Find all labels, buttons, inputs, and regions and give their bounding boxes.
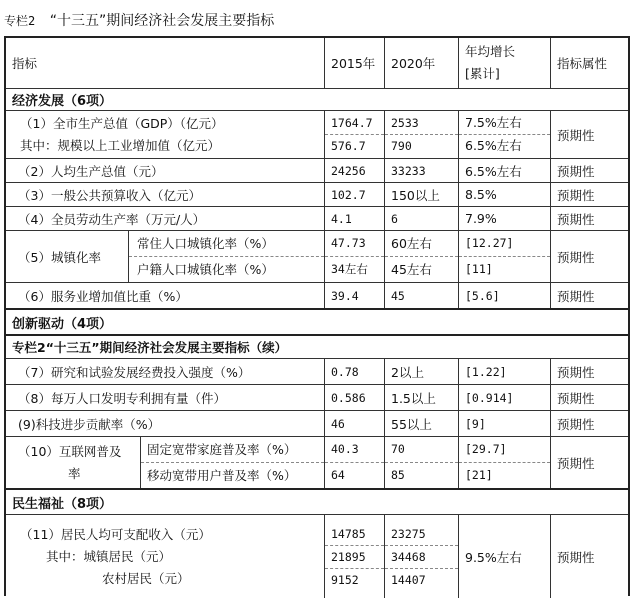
cell-v2020b: 34468 [385,546,458,569]
cell-v2020: 45 [384,283,458,308]
section-row [6,88,628,110]
cell-v2015: 102.7 [324,183,384,206]
cell-v2015a: 40.3 [325,437,384,463]
cell-v2020b: 45左右 [391,262,432,277]
cell-g: 9.5%左右 [458,515,550,598]
table-row [6,384,628,410]
table-cell [458,231,550,282]
section-row [6,334,628,358]
cell-label2: 率 [68,465,81,481]
cell-attr: 预期性 [550,359,630,384]
cell-v2020a: 70 [385,437,458,463]
table-cell [458,111,550,158]
cell-v2020: 33233 [384,159,458,182]
cell-v2015b: 21895 [325,546,384,569]
cell-label1: （11）居民人均可支配收入（元） [20,526,211,542]
cell-v2015: 24256 [324,159,384,182]
table-cell [140,437,324,488]
section-economy: 经济发展（6项） [12,94,113,109]
table-cell [384,437,458,488]
cell-label2: 其中：规模以上工业增加值（亿元） [20,137,221,153]
cell-v2020b: 790 [391,139,412,153]
cell-gb: [11] [465,262,493,276]
cell-label1: （10）互联网普及 [18,443,122,459]
cell-attr: 预期性 [550,411,630,436]
cell-label3: 农村居民（元） [102,570,190,586]
cell-g: 7.9% [458,207,550,230]
cell-sub1: 常住人口城镇化率（%） [129,231,324,257]
cell-ga: [29.7] [459,437,550,463]
cell-ga: [12.27] [459,231,550,257]
cell-g: [5.6] [458,283,550,308]
cell-sub2: 户籍人口城镇化率（%） [137,262,274,277]
cell-attr: 预期性 [550,283,630,308]
cell-attr: 预期性 [550,183,630,206]
table-header [6,38,628,88]
header-2015: 2015年 [324,38,384,88]
section-continued: 专栏2“十三五”期间经济社会发展主要指标（续） [12,340,288,355]
cell-gb: [21] [465,468,493,482]
cell-attr: 预期性 [550,207,630,230]
header-2020: 2020年 [384,38,458,88]
cell-v2015: 39.4 [324,283,384,308]
cell-v2015: 0.586 [324,385,384,410]
cell-v2015a: 47.73 [325,231,384,257]
table-row [6,436,628,488]
cell-sub1: 固定宽带家庭普及率（%） [141,437,324,463]
cell-ga: 7.5%左右 [459,112,550,135]
cell-v2015a: 1764.7 [325,112,384,135]
cell-label: （4）全员劳动生产率（万元/人） [18,211,206,227]
cell-v2015a: 14785 [325,523,384,546]
table-cell [384,111,458,158]
title-text: “十三五”期间经济社会发展主要指标 [49,13,275,29]
table-cell [6,515,324,598]
cell-g: [9] [458,411,550,436]
cell-v2020c: 14407 [391,572,426,587]
cell-label: （8）每万人口发明专利拥有量（件） [18,390,226,406]
cell-v2020a: 60左右 [385,231,458,257]
cell-attr: 预期性 [550,515,630,598]
cell-sub2: 移动宽带用户普及率（%） [147,468,297,483]
cell-label1: （1）全市生产总值（GDP）（亿元） [20,115,224,131]
cell-v2020a: 2533 [385,112,458,135]
header-growth [458,38,550,88]
section-innovation: 创新驱动（4项） [12,316,113,332]
cell-v2020: 6 [384,207,458,230]
cell-label: （2）人均生产总值（元） [18,163,164,179]
cell-g: 6.5%左右 [458,159,550,182]
table-cell [324,437,384,488]
cell-g: [0.914] [458,385,550,410]
table-cell [324,111,384,158]
table-row [6,158,628,182]
cell-v2015: 4.1 [324,207,384,230]
page-title [4,8,274,34]
indicator-label [6,111,324,158]
indicator-table [4,36,630,596]
cell-attr: 预期性 [550,437,630,488]
header-indicator: 指标 [12,56,38,71]
cell-label: （3）一般公共预算收入（亿元） [18,187,201,203]
header-attr: 指标属性 [550,38,630,88]
cell-v2020: 150以上 [384,183,458,206]
cell-attr: 预期性 [550,159,630,182]
column-label: 专栏2 [4,14,36,28]
header-growth-line1: 年均增长 [465,44,516,59]
table-cell [324,515,384,598]
table-cell [324,231,384,282]
table-row [6,358,628,384]
section-row [6,308,628,334]
table-cell [384,515,458,598]
table-row [6,514,628,598]
cell-v2015: 0.78 [324,359,384,384]
cell-v2020a: 23275 [385,523,458,546]
cell-label: （5）城镇化率 [18,249,101,265]
table-cell [128,231,324,282]
table-row [6,410,628,436]
cell-gb: 6.5%左右 [465,138,522,153]
cell-g: [1.22] [458,359,550,384]
table-cell [458,437,550,488]
cell-v2015b: 576.7 [331,139,366,153]
cell-attr: 预期性 [550,231,630,282]
section-livelihood: 民生福祉（8项） [12,496,113,512]
section-row [6,488,628,514]
table-row [6,282,628,308]
cell-attr: 预期性 [550,111,630,158]
cell-label: （7）研究和试验发展经费投入强度（%） [18,364,251,380]
cell-v2020b: 85 [391,468,405,482]
table-row [6,206,628,230]
table-row [6,182,628,206]
table-cell [384,231,458,282]
cell-attr: 预期性 [550,385,630,410]
cell-v2015b: 34左右 [331,262,368,276]
cell-v2020: 55以上 [384,411,458,436]
cell-v2015: 46 [324,411,384,436]
cell-v2020: 2以上 [384,359,458,384]
table-row [6,230,628,282]
cell-g: 8.5% [458,183,550,206]
header-growth-line2: [累计] [465,66,500,81]
table-cell [6,437,140,488]
cell-label2: 其中：城镇居民（元） [46,548,172,564]
cell-v2020: 1.5以上 [384,385,458,410]
cell-label: （6）服务业增加值比重（%） [18,288,188,304]
cell-label: (9)科技进步贡献率（%） [18,416,161,432]
table-row [6,110,628,158]
cell-v2015c: 9152 [331,572,359,587]
cell-v2015b: 64 [331,468,345,482]
